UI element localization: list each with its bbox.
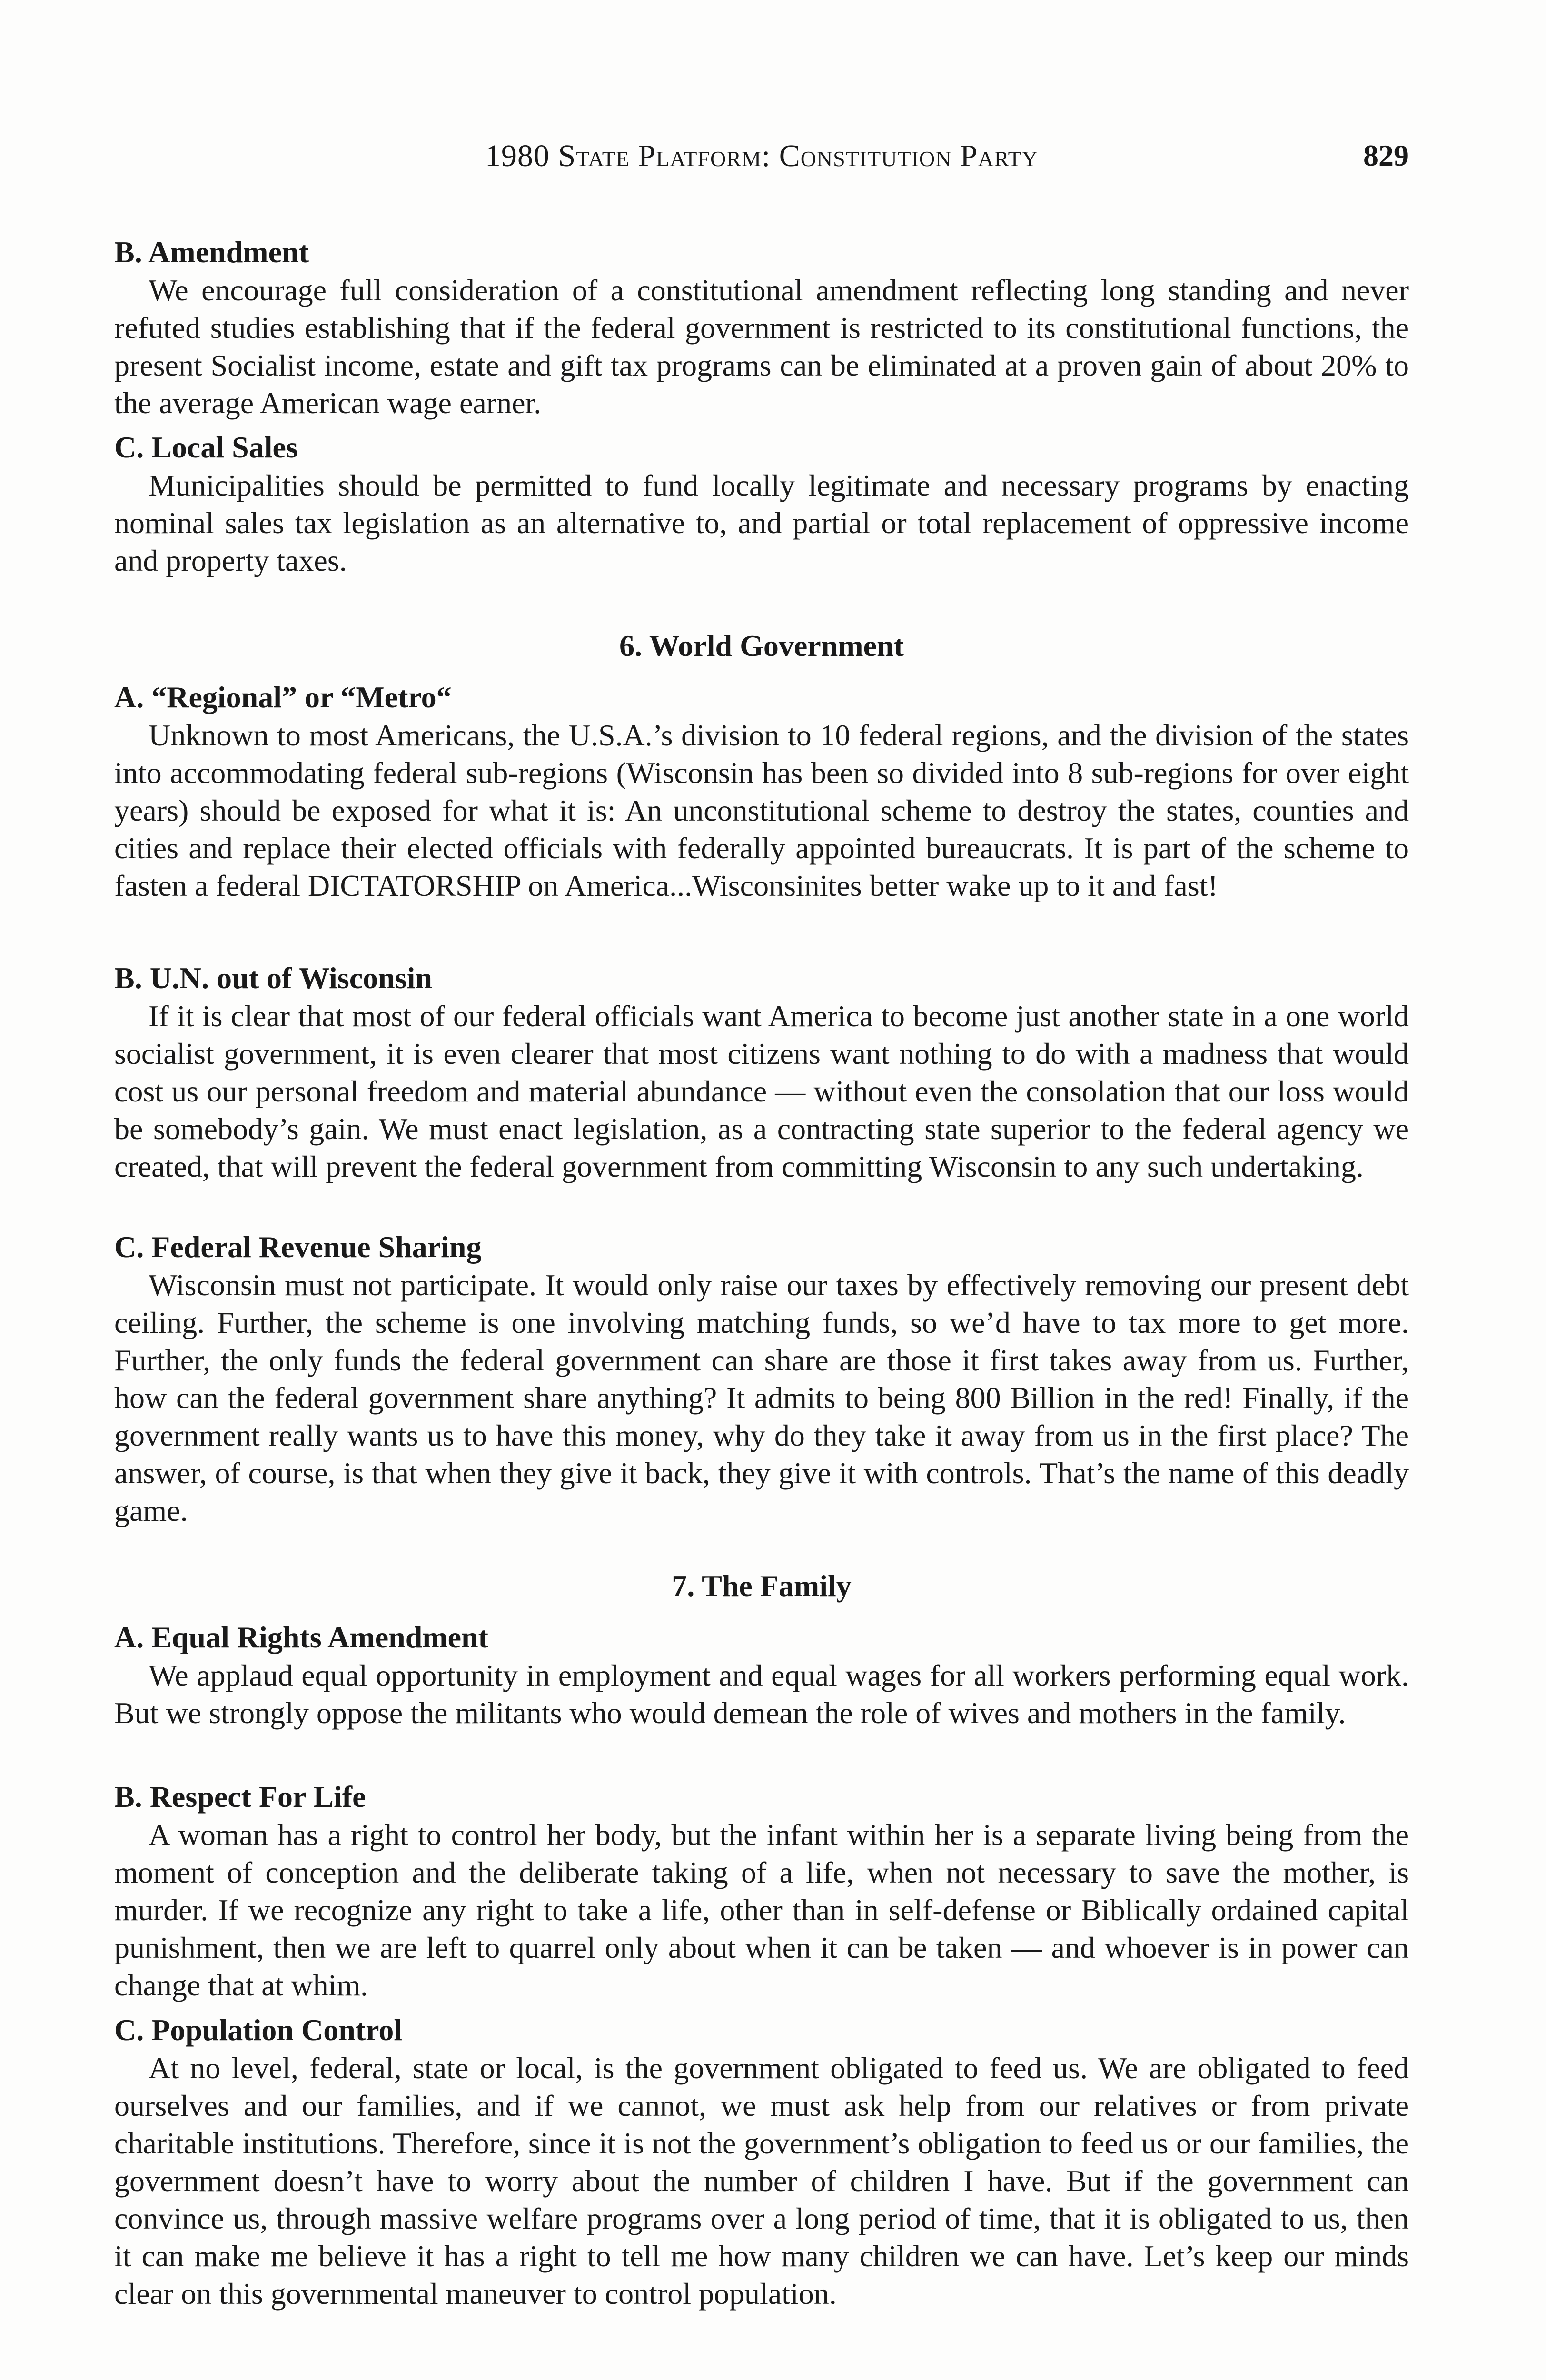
section-7c-population-control bbox=[114, 2011, 1409, 2312]
running-title-party: Constitution Party bbox=[779, 139, 1038, 173]
section-heading-the-family: 7. The Family bbox=[672, 1569, 852, 1603]
page-number: 829 bbox=[1363, 139, 1409, 172]
subheading-local-sales: C. Local Sales bbox=[114, 430, 298, 464]
subheading-un-out-of-wisconsin: B. U.N. out of Wisconsin bbox=[114, 961, 432, 995]
paragraph-respect-for-life: A woman has a right to control her body, but the infant within her is a separate living being from the moment of conception and the deliberate taking of a life, when not necessary to save the mother, is murder. If we recognize any right to take a life, other than in self-defense or Biblically ordained capital punishment, then we are left to quarrel only about when it can be taken — and whoever is in power can change that at whim. bbox=[114, 1818, 1409, 2002]
section-6a-regional-metro bbox=[114, 678, 1409, 904]
paragraph-amendment: We encourage full consideration of a constitutional amendment reflecting long standing and never refuted studies establishing that if the federal government is restricted to its constitutional functions, the present Socialist income, estate and gift tax programs can be eliminated at a proven gain of about 20% to the average American wage earner. bbox=[114, 273, 1409, 420]
subheading-federal-revenue-sharing: C. Federal Revenue Sharing bbox=[114, 1230, 482, 1264]
running-title-state-platform: State Platform: bbox=[558, 139, 771, 173]
paragraph-population-control: At no level, federal, state or local, is the government obligated to feed us. We are obligated to feed ourselves and our families, and if we cannot, we must ask help from our relatives or from private charitable institutions. Therefore, since it is not the government’s obligation to feed us or our families, the government doesn’t have to worry about the number of children I have. But if the government can convince us, through massive welfare programs over a long period of time, that it is obligated to us, then it can make me believe it has a right to tell me how many children we can have. Let’s keep our minds clear on this governmental maneuver to control population. bbox=[114, 2051, 1409, 2311]
section-6b-un-out-of-wisconsin bbox=[114, 959, 1409, 1185]
section-5c-local-sales bbox=[114, 428, 1409, 579]
paragraph-equal-rights-amendment: We applaud equal opportunity in employment and equal wages for all workers performing equal work. But we strongly oppose the militants who would demean the role of wives and mothers in the family. bbox=[114, 1658, 1409, 1730]
paragraph-local-sales: Municipalities should be permitted to fund locally legitimate and necessary programs by enacting nominal sales tax legislation as an alternative to, and partial or total replacement of oppressive income and property taxes. bbox=[114, 468, 1409, 577]
section-heading-world-government: 6. World Government bbox=[619, 629, 904, 663]
subheading-equal-rights-amendment: A. Equal Rights Amendment bbox=[114, 1620, 488, 1654]
paragraph-regional-metro: Unknown to most Americans, the U.S.A.’s division to 10 federal regions, and the division of the states into accommodating federal sub-regions (Wisconsin has been so divided into 8 sub-regions for over eight years) should be exposed for what it is: An unconstitutional scheme to destroy the states, counties and cities and replace their elected officials with federally appointed bureaucrats. It is part of the scheme to fasten a federal DICTATORSHIP on America...Wisconsinites better wake up to it and fast! bbox=[114, 718, 1409, 902]
section-7a-equal-rights-amendment bbox=[114, 1618, 1409, 1732]
running-header bbox=[114, 138, 1409, 181]
subheading-respect-for-life: B. Respect For Life bbox=[114, 1780, 366, 1814]
paragraph-federal-revenue-sharing: Wisconsin must not participate. It would only raise our taxes by effectively removing our present debt ceiling. Further, the scheme is one involving matching funds, so we’d have to tax more to get more. Further, the only funds the federal government can share are those it first takes away from us. Further, how can the federal government share anything? It admits to being 800 Billion in the red! Finally, if the government really wants us to have this money, why do they take it away from us in the first place? The answer, of course, is that when they give it back, they give it with controls. That’s the name of this deadly game. bbox=[114, 1268, 1409, 1527]
running-title bbox=[114, 138, 1409, 174]
subheading-amendment: B. Amendment bbox=[114, 235, 309, 269]
section-5b-amendment bbox=[114, 233, 1409, 422]
paragraph-un-out-of-wisconsin: If it is clear that most of our federal officials want America to become just another state in a one world socialist government, it is even clearer that most citizens want nothing to do with a madness that would cost us our personal freedom and material abundance — without even the consolation that our loss would be somebody’s gain. We must enact legislation, as a contracting state superior to the federal agency we created, that will prevent the federal government from committing Wisconsin to any such undertaking. bbox=[114, 999, 1409, 1183]
subheading-regional-metro: A. “Regional” or “Metro“ bbox=[114, 680, 452, 714]
subheading-population-control: C. Population Control bbox=[114, 2013, 403, 2047]
running-title-year: 1980 bbox=[485, 139, 550, 173]
section-7b-respect-for-life bbox=[114, 1778, 1409, 2004]
section-6c-federal-revenue-sharing bbox=[114, 1228, 1409, 1529]
